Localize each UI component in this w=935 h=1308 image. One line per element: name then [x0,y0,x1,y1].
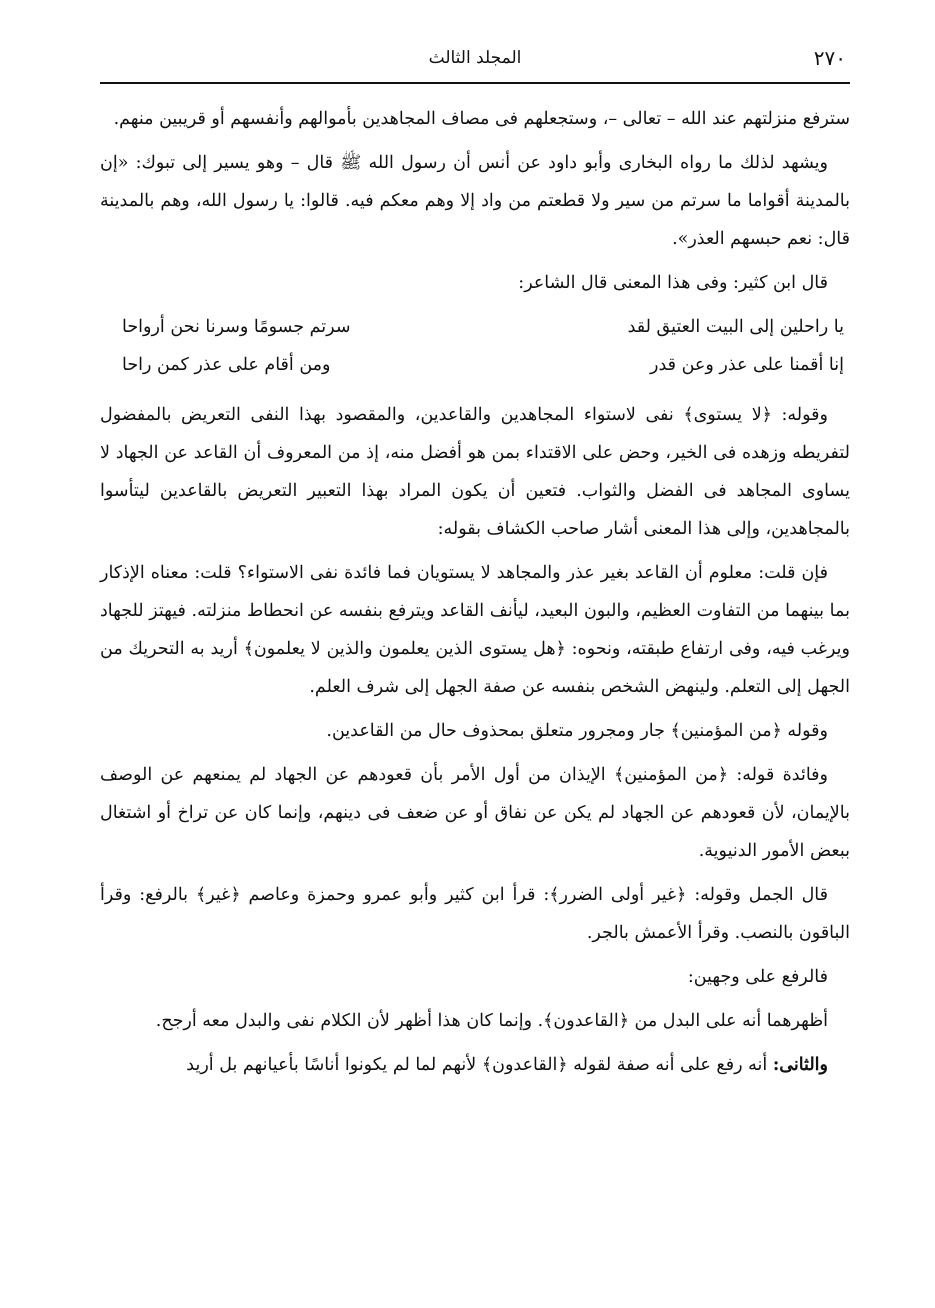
paragraph: فالرفع على وجهين: [687,967,828,987]
paragraph: وقوله: ﴿لا يستوى﴾ نفى لاستواء المجاهدين والقاعدين، والمقصود بهذا النفى التعريض بالمفضول لتفريطه وزهده فى الخير، وحض على الاقتداء بمن هو أفضل منه، إذ من المعروف أن القاعد عن الجهاد لا يساوى المجاهد فى الفضل والثواب. فتعين أن يكون المراد بهذا التعبير التعريض بالقاعدين ليتأسوا بالمجاهدين، وإلى هذا المعنى أشار صاحب الكشاف بقوله: [100,405,850,539]
page-header [100,38,850,84]
poem-line [122,308,844,346]
paragraph: قال الجمل وقوله: ﴿غير أولى الضرر﴾: قرأ ابن كثير وأبو عمرو وحمزة وعاصم ﴿غير﴾ بالرفع: وقرأ الباقون بالنصب. وقرأ الأعمش بالجر. [100,885,850,943]
paragraph: قال ابن كثير: وفى هذا المعنى قال الشاعر: [518,273,828,293]
running-title: المجلد الثالث [428,48,522,68]
paragraph-lead: والثانى: [772,1055,828,1075]
paragraph: وفائدة قوله: ﴿من المؤمنين﴾ الإيذان من أول الأمر بأن قعودهم عن الجهاد لم يمنعهم عن الوصف بالإيمان، لأن قعودهم عن الجهاد لم يكن عن نفاق أو عن ضعف فى دينهم، وإنما كان عن تراخ أو اشتغال ببعض الأمور الدنيوية. [100,765,850,861]
paragraph-text: أنه رفع على أنه صفة لقوله ﴿القاعدون﴾ لأنهم لما لم يكونوا أناسًا بأعيانهم بل أريد [186,1055,773,1075]
paragraph: ويشهد لذلك ما رواه البخارى وأبو داود عن أنس أن رسول الله ﷺ قال – وهو يسير إلى تبوك: «إن بالمدينة أقواما ما سرتم من سير ولا قطعتم من واد إلا وهم معكم فيه. قالوا: يا رسول الله، وهم بالمدينة قال: نعم حبسهم العذر». [100,153,850,249]
poem [122,308,844,384]
paragraph: سترفع منزلتهم عند الله – تعالى –، وستجعلهم فى مصاف المجاهدين بأموالهم وأنفسهم أو قريبين منهم. [113,109,850,129]
poem-hemistich-first: إنا أقمنا على عذر وعن قدر [650,355,844,375]
poem-hemistich-second: ومن أقام على عذر كمن راحا [122,355,331,375]
paragraph: وقوله ﴿من المؤمنين﴾ جار ومجرور متعلق بمحذوف حال من القاعدين. [326,721,828,741]
paragraph: فإن قلت: معلوم أن القاعد بغير عذر والمجاهد لا يستويان فما فائدة نفى الاستواء؟ قلت: معناه الإذكار بما بينهما من التفاوت العظيم، والبون البعيد، ليأنف القاعد ويترفع بنفسه عن انحطاط منزلته. فيهتز للجهاد ويرغب فيه، وفى ارتفاع طبقته، ونحوه: ﴿هل يستوى الذين يعلمون والذين لا يعلمون﴾ أريد به التحريك من الجهل إلى التعلم. ولينهض الشخص بنفسه عن صفة الجهل إلى شرف العلم. [100,563,850,697]
poem-hemistich-second: سرتم جسومًا وسرنا نحن أرواحا [122,317,351,337]
paragraph: أظهرهما أنه على البدل من ﴿القاعدون﴾. وإنما كان هذا أظهر لأن الكلام نفى والبدل معه أرجح. [155,1011,828,1031]
book-page [100,38,850,1090]
page-body [100,100,850,1084]
page-number: ٢٧٠ [813,46,846,70]
poem-line [122,346,844,384]
poem-hemistich-first: يا راحلين إلى البيت العتيق لقد [627,317,844,337]
paragraph [100,1046,850,1084]
